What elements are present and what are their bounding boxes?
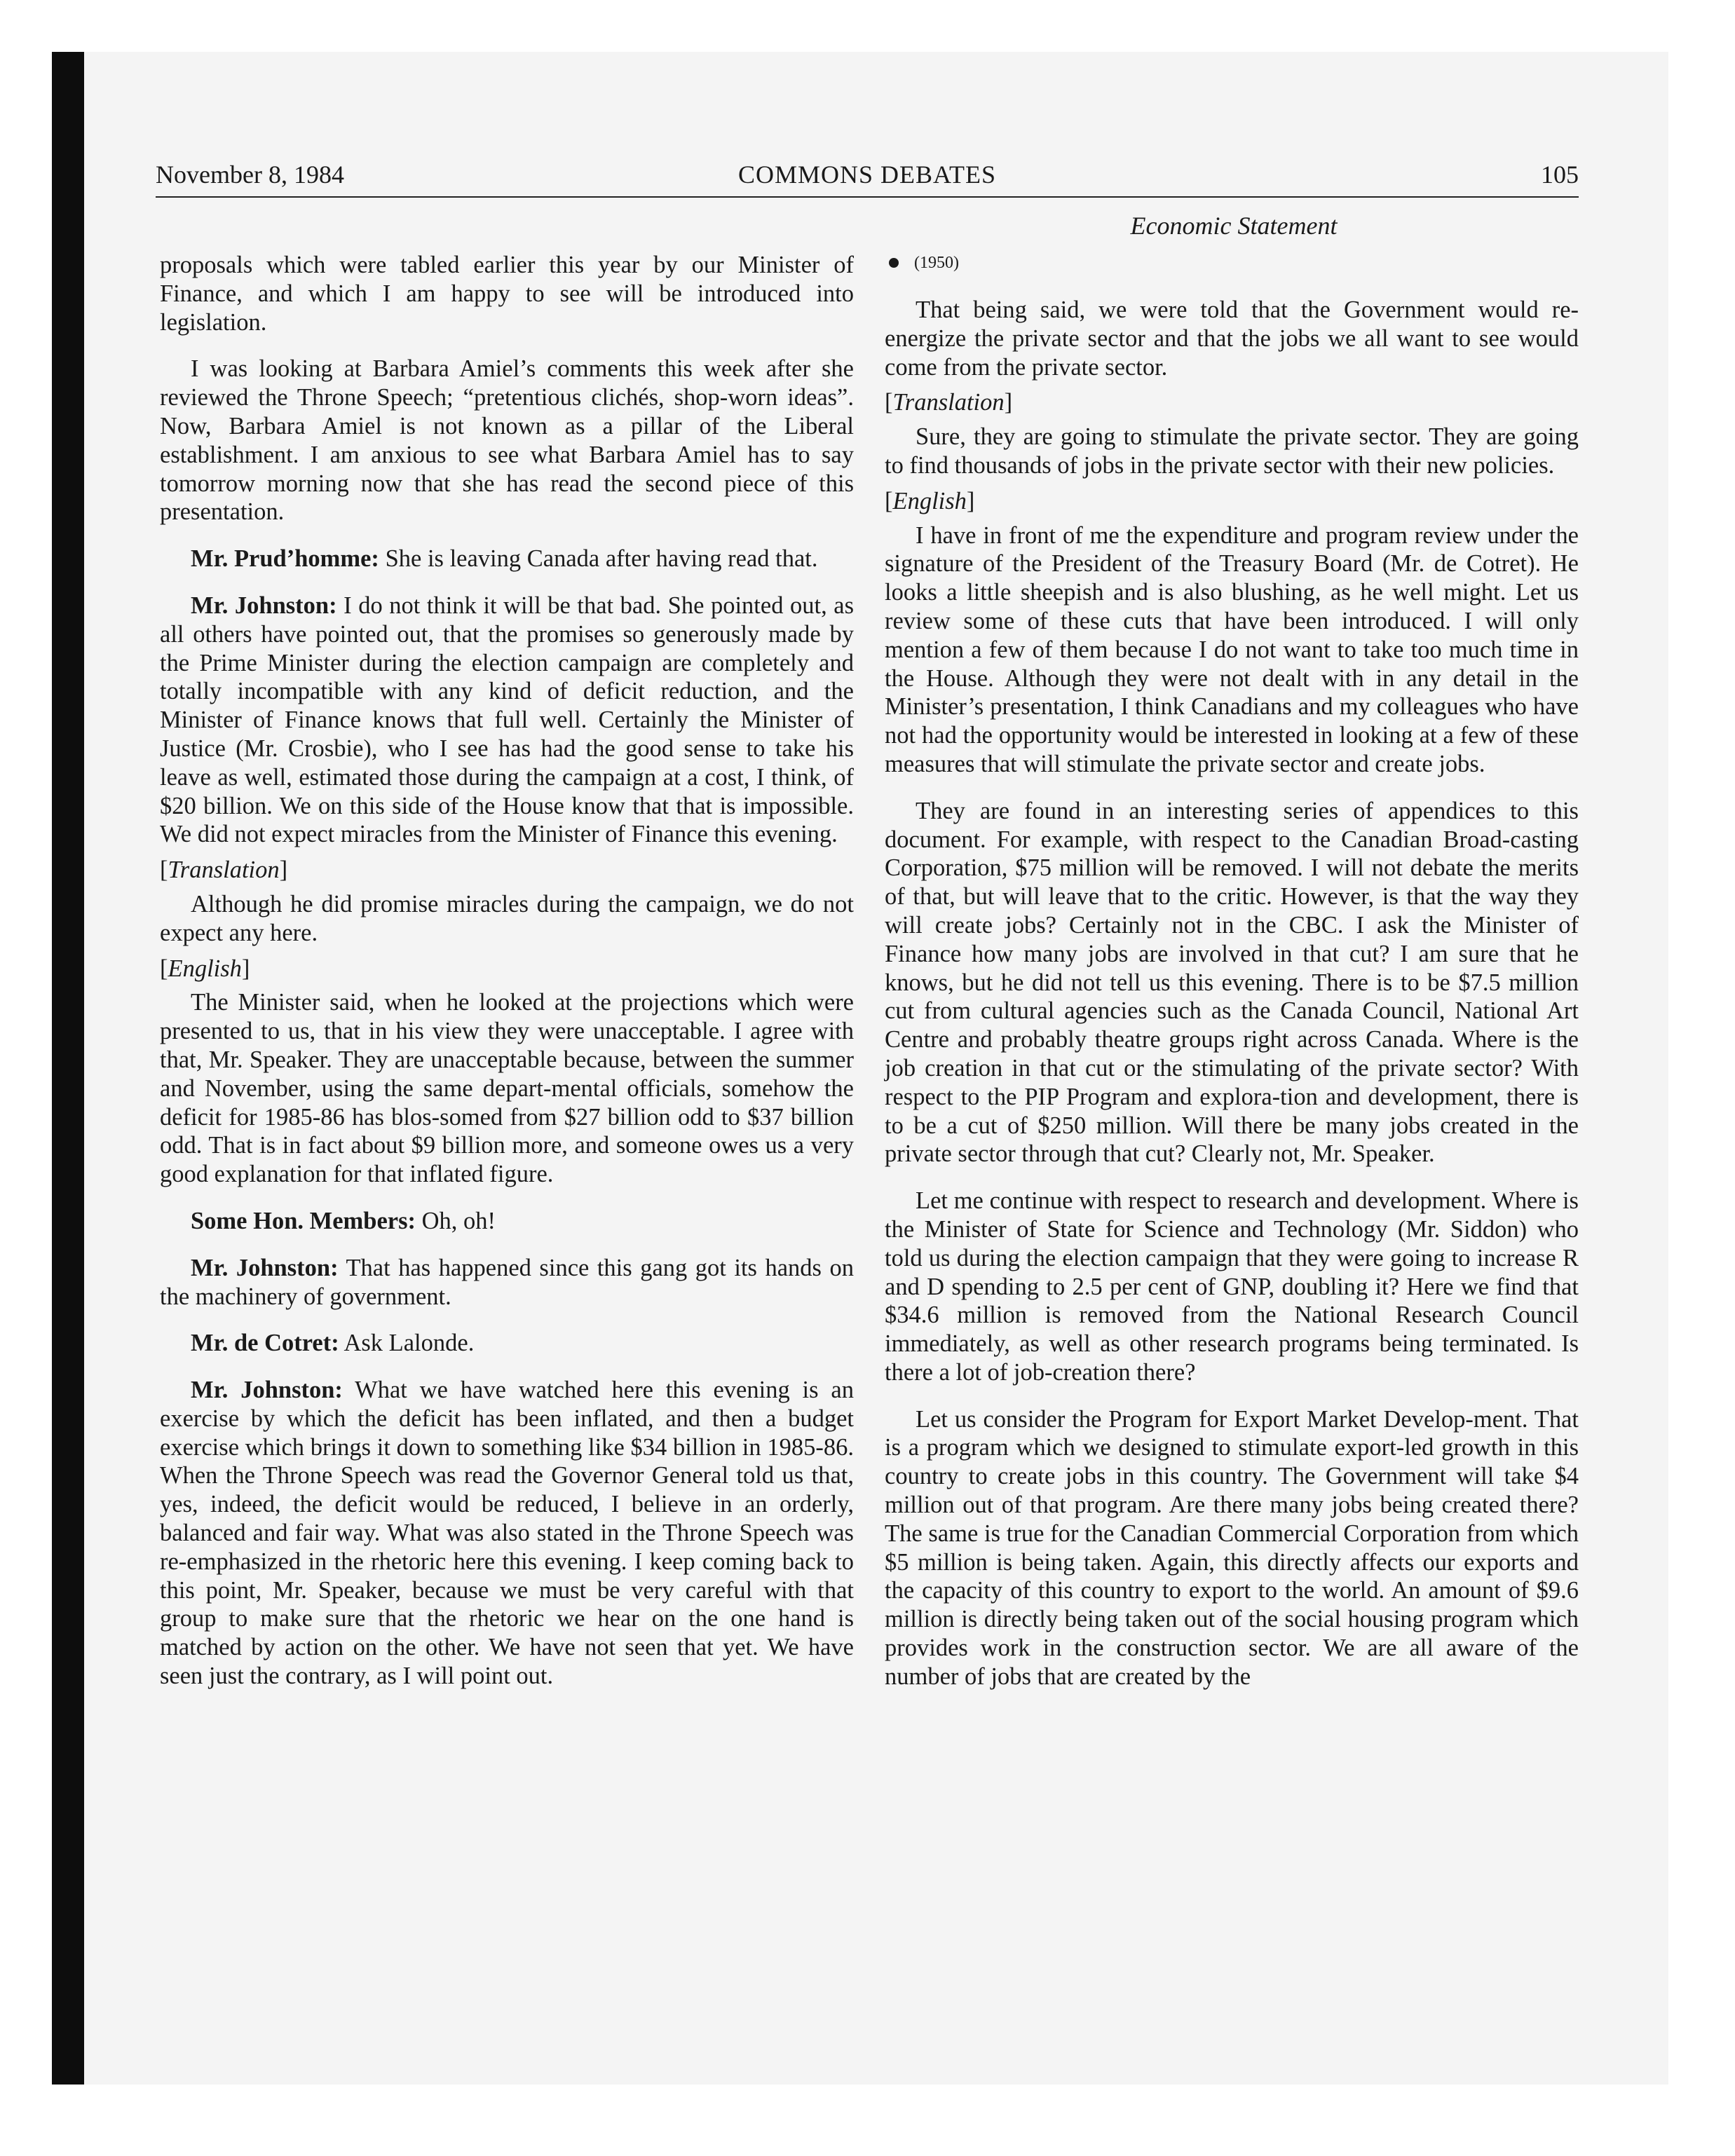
- right-column: [885, 251, 1579, 1698]
- language-tag: [Translation]: [885, 389, 1013, 416]
- language-tag-label: English: [168, 955, 242, 982]
- speaker-name: Mr. Johnston:: [191, 1254, 339, 1281]
- language-tag-label: English: [892, 487, 967, 514]
- language-tag-label: Translation: [892, 389, 1005, 416]
- paragraph: I have in front of me the expenditure and program review under the signature of the President of the Treasury Board (Mr. de Cotret). He looks a little sheepish and is also blushing, as he well might. Let us review some of these cuts that have been introduced. I will only mention a few of them because I do not want to take too much time in the House. Although they were not dealt with in any detail in the Minister’s presentation, I think Canadians and my colleagues who have not had the opportunity would be interested in looking at a few of these measures that will stimulate the private sector and create jobs.: [885, 521, 1579, 777]
- paragraph: I was looking at Barbara Amiel’s comments this week after she reviewed the Throne Speech; “pretentious clichés, shop-worn ideas”. Now, Barbara Amiel is not known as a pillar of the Liberal establishment. I am anxious to see what Barbara Amiel has to say tomorrow morning now that she has read the second piece of this presentation.: [160, 355, 854, 526]
- header-page-number: 105: [1541, 161, 1579, 189]
- header-journal-title: COMMONS DEBATES: [737, 161, 997, 189]
- speech: [160, 1254, 854, 1311]
- running-header: [156, 158, 1579, 198]
- paragraph: Let us consider the Program for Export Market Develop-ment. That is a program which we designed to stimulate export-led growth in this country to create jobs in this country. The Government will take $4 million out of that program. Are there many jobs being created there? The same is true for the Canadian Commercial Corporation from which $5 million is being taken. Again, this directly affects our exports and the capacity of this country to export to the world. An amount of $9.6 million is directly being taken out of the social housing program which provides work in the construction sector. We are all aware of the number of jobs that are created by the: [885, 1405, 1579, 1690]
- paragraph: Although he did promise miracles during the campaign, we do not expect any here.: [160, 890, 854, 946]
- speaker-name: Mr. Johnston:: [191, 1377, 343, 1404]
- paragraph: Let me continue with respect to research and development. Where is the Minister of State for Science and Technology (Mr. Siddon) who told us during the election campaign that they were going to increase R and D spending to 2.5 per cent of GNP, doubling it? Here we find that $34.6 million is removed from the National Research Council immediately, as well as other research programs being terminated. Is there a lot of job-creation there?: [885, 1187, 1579, 1386]
- paragraph: The Minister said, when he looked at the projections which were presented to us, that in his view they were unacceptable. I agree with that, Mr. Speaker. They are unacceptable because, between the summer and November, using the same depart-mental officials, somehow the deficit for 1985-86 has blos-somed from $27 billion odd to $37 billion odd. That is in fact about $9 billion more, and someone owes us a very good explanation for that inflated figure.: [160, 989, 854, 1188]
- section-title: Economic Statement: [1130, 212, 1338, 240]
- paragraph: That being said, we were told that the Government would re-energize the private sector and that the jobs we all want to see would come from the private sector.: [885, 296, 1579, 381]
- speech: [160, 592, 854, 849]
- language-tag: [English]: [885, 487, 975, 514]
- language-tag: [English]: [160, 955, 250, 982]
- speech: [160, 1376, 854, 1691]
- time-marker: [885, 251, 1579, 275]
- speech-text: That has happened since this gang got its hands on the machinery of government.: [160, 1254, 854, 1310]
- speech-text: I do not think it will be that bad. She pointed out, as all others have pointed out, that the promises so generously made by the Prime Minister during the election campaign are completely and totally incompatible with any kind of deficit reduction, and the Minister of Finance knows that full well. Certainly the Minister of Justice (Mr. Crosbie), who I see has had the good sense to take his leave as well, estimated those during the campaign at a cost, I think, of $20 billion. We on this side of the House know that that is impossible. We did not expect miracles from the Minister of Finance this evening.: [160, 592, 854, 848]
- bullet-icon: [889, 258, 899, 268]
- speech-text: Oh, oh!: [421, 1207, 496, 1234]
- language-tag: [Translation]: [160, 857, 288, 884]
- left-column: [160, 251, 854, 1698]
- speech-text: She is leaving Canada after having read that.: [385, 545, 818, 573]
- header-date: November 8, 1984: [156, 161, 344, 189]
- speaker-name: Mr. Prud’homme:: [191, 545, 379, 573]
- paragraph: They are found in an interesting series of appendices to this document. For example, with respect to the Canadian Broad-casting Corporation, $75 million will be removed. I will not debate the merits of that, but will leave that to the critic. However, is that the way they will create jobs? Certainly not in the CBC. I ask the Minister of Finance how many jobs are involved in that cut? I am sure that he knows, but he did not tell us this evening. There is to be $7.5 million cut from cultural agencies such as the Canada Council, National Art Centre and probably theatre groups right across Canada. Where is the job creation in that cut or the stimulating of the private sector? With respect to the PIP Program and explora-tion and development, there is to be a cut of $250 million. Will there be many jobs created in the private sector through that cut? Clearly not, Mr. Speaker.: [885, 797, 1579, 1168]
- scan-edge-bar: [52, 52, 84, 2085]
- speaker-name: Mr. Johnston:: [191, 592, 337, 619]
- time-marker-text: (1950): [914, 254, 959, 272]
- speaker-name: Mr. de Cotret:: [191, 1330, 339, 1357]
- speech-text: What we have watched here this evening is an exercise by which the deficit has been inflated, and then a budget exercise which brings it down to something like $34 billion in 1985-86. When the Throne Speech was read the Governor General told us that, yes, indeed, the deficit would be reduced, I believe in an orderly, balanced and fair way. What was also stated in the Throne Speech was re-emphasized in the rhetoric here this evening. I keep coming back to this point, Mr. Speaker, because we must be very careful with that group to make sure that the rhetoric we hear on the one hand is matched by action on the other. We have not seen that yet. We have seen just the contrary, as I will point out.: [160, 1377, 854, 1690]
- language-tag-label: Translation: [168, 857, 280, 884]
- speech-text: Ask Lalonde.: [343, 1330, 475, 1357]
- paragraph: proposals which were tabled earlier this year by our Minister of Finance, and which I am happy to see will be introduced into legislation.: [160, 252, 854, 336]
- speech: [160, 1207, 854, 1236]
- speaker-name: Some Hon. Members:: [191, 1207, 416, 1234]
- speech: [160, 1329, 854, 1358]
- paragraph: Sure, they are going to stimulate the private sector. They are going to find thousands of jobs in the private sector with their new policies.: [885, 423, 1579, 479]
- speech: [160, 545, 854, 573]
